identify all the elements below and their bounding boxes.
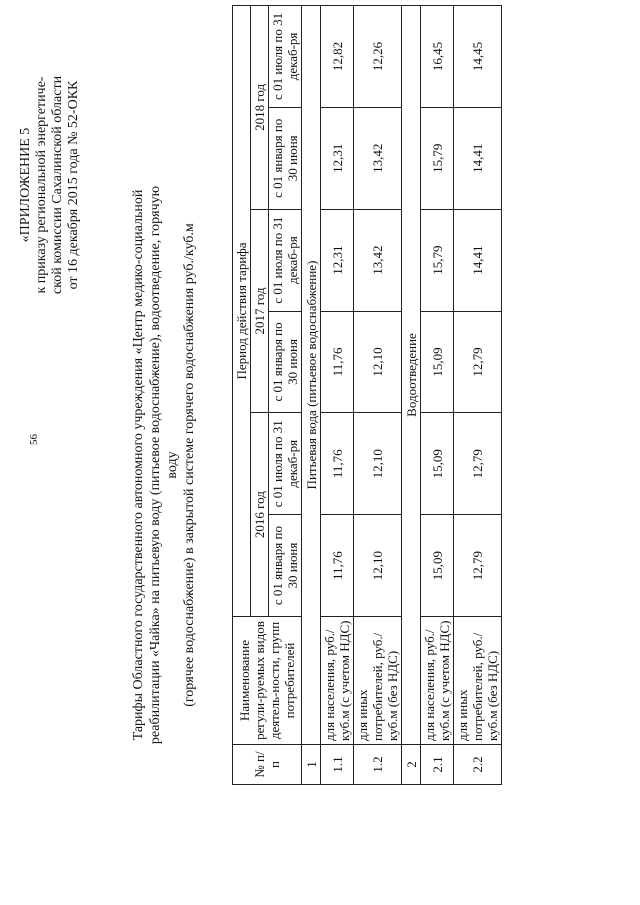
row-value: 12,79 — [454, 311, 502, 413]
header-half2: с 01 июля по 31 декаб-ря — [269, 6, 302, 108]
row-value: 12,26 — [354, 6, 402, 108]
row-value: 15,09 — [421, 413, 454, 515]
page-number: 56 — [28, 434, 40, 445]
table-row — [421, 6, 454, 785]
row-value: 12,79 — [454, 515, 502, 617]
title-line: реабилитации «Чайка» на питьевую воду (питьевое водоснабжение), водоотведение, горячую воду — [148, 185, 180, 745]
header-year: 2017 год — [251, 209, 269, 413]
row-num: 2.1 — [421, 745, 454, 785]
section-title: Питьевая вода (питьевое водоснабжение) — [302, 6, 321, 745]
row-name: для иных потребителей, руб./куб.м (без НДС) — [354, 617, 402, 745]
table-row — [321, 6, 354, 785]
row-value: 11,76 — [321, 311, 354, 413]
row-value: 15,79 — [421, 209, 454, 311]
tariff-table — [232, 5, 502, 785]
row-value: 15,09 — [421, 515, 454, 617]
row-value: 11,76 — [321, 413, 354, 515]
section-row — [302, 6, 321, 785]
appendix-line: ской комиссии Сахалинской области — [50, 75, 65, 295]
section-row — [402, 6, 421, 785]
row-value: 14,41 — [454, 209, 502, 311]
row-value: 12,10 — [354, 413, 402, 515]
section-title: Водоотведение — [402, 6, 421, 745]
row-value: 12,10 — [354, 311, 402, 413]
row-value: 13,42 — [354, 209, 402, 311]
table-row — [354, 6, 402, 785]
row-name: для иных потребителей, руб./куб.м (без НДС) — [454, 617, 502, 745]
header-period: Период действия тарифа — [233, 6, 251, 617]
row-value: 11,76 — [321, 515, 354, 617]
row-name: для населения, руб./куб.м (с учетом НДС) — [321, 617, 354, 745]
row-value: 12,82 — [321, 6, 354, 108]
header-half2: с 01 июля по 31 декаб-ря — [269, 413, 302, 515]
appendix-line: к приказу региональной энергетиче- — [34, 76, 49, 294]
row-num: 1.1 — [321, 745, 354, 785]
row-value: 15,09 — [421, 311, 454, 413]
row-value: 12,31 — [321, 209, 354, 311]
row-value: 12,10 — [354, 515, 402, 617]
header-year: 2018 год — [251, 6, 269, 210]
table-row — [454, 6, 502, 785]
appendix-header — [18, 10, 82, 360]
header-half1: с 01 января по 30 июня — [269, 107, 302, 209]
row-value: 14,45 — [454, 6, 502, 108]
header-half1: с 01 января по 30 июня — [269, 311, 302, 413]
header-num: № п/п — [233, 745, 302, 785]
row-value: 14,41 — [454, 107, 502, 209]
row-name: для населения, руб./куб.м (с учетом НДС) — [421, 617, 454, 745]
title-line: (горячее водоснабжение) в закрытой системе горячего водоснабжения руб./куб.м — [182, 223, 197, 707]
document-title — [130, 175, 198, 755]
section-num: 2 — [402, 745, 421, 785]
row-value: 12,31 — [321, 107, 354, 209]
row-num: 2.2 — [454, 745, 502, 785]
header-name: Наименование регули-руемых видов деятель-ности, групп потребителей — [233, 617, 302, 745]
row-value: 12,79 — [454, 413, 502, 515]
title-line: Тарифы Областного государственного автономного учреждения «Центр медико-социальной — [131, 189, 146, 741]
row-num: 1.2 — [354, 745, 402, 785]
appendix-line: «ПРИЛОЖЕНИЕ 5 — [18, 127, 33, 243]
row-value: 13,42 — [354, 107, 402, 209]
appendix-line: от 16 декабря 2015 года № 52-ОКК — [66, 80, 81, 290]
row-value: 16,45 — [421, 6, 454, 108]
row-value: 15,79 — [421, 107, 454, 209]
header-year: 2016 год — [251, 413, 269, 617]
header-half2: с 01 июля по 31 декаб-ря — [269, 209, 302, 311]
section-num: 1 — [302, 745, 321, 785]
header-half1: с 01 января по 30 июня — [269, 515, 302, 617]
